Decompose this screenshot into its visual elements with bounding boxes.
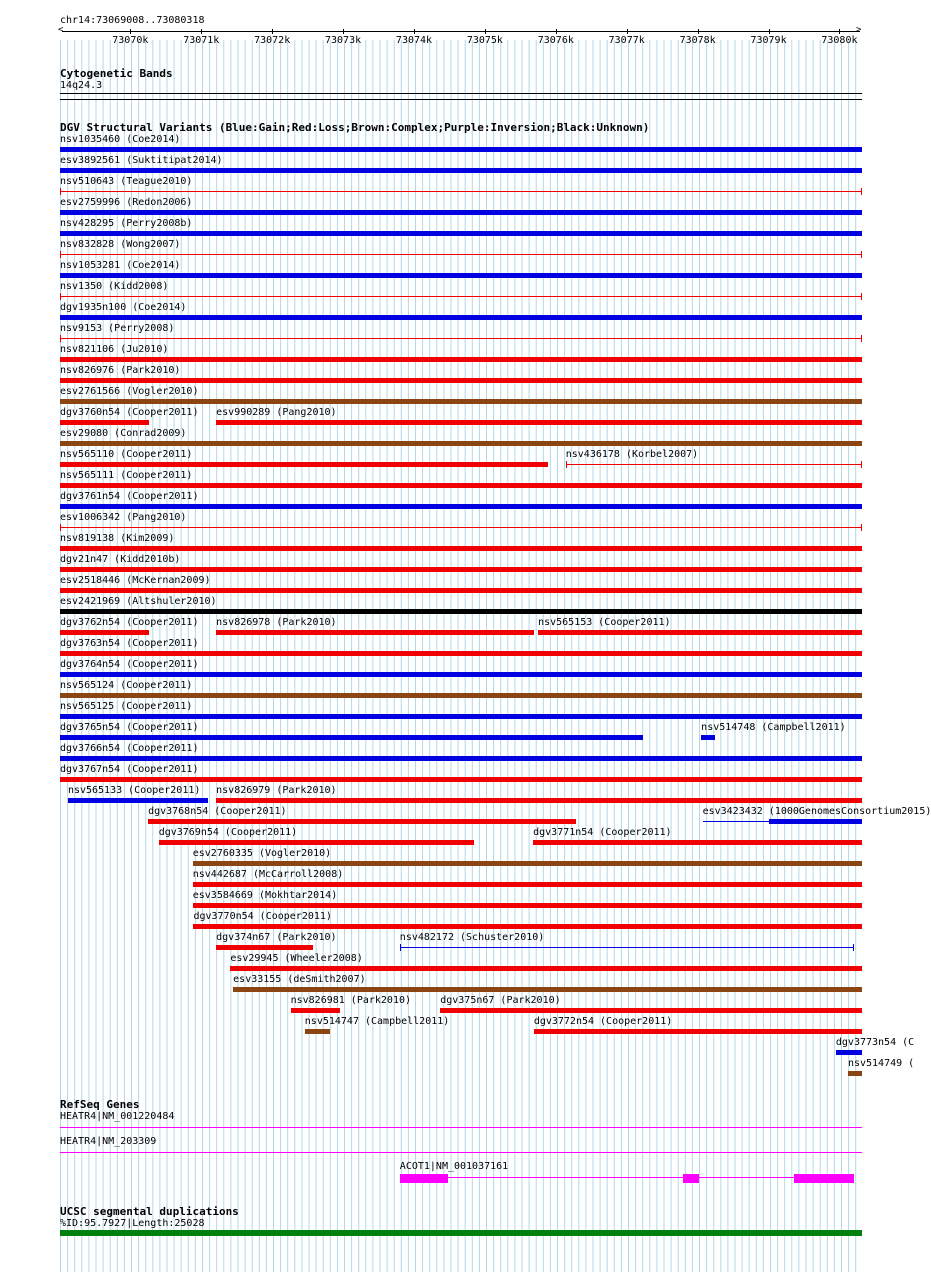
variant-label: dgv3766n54 (Cooper2011)	[60, 743, 199, 754]
variant-bar[interactable]	[836, 1050, 862, 1055]
variant-label: esv2518446 (McKernan2009)	[60, 575, 211, 586]
variant-label: nsv482172 (Schuster2010)	[399, 932, 545, 943]
ruler-tick-label: 73070k	[112, 35, 149, 46]
variant-bar[interactable]	[60, 588, 862, 593]
variant-bar[interactable]	[60, 504, 862, 509]
variant-end-mark	[861, 335, 862, 342]
ruler-tick	[414, 29, 415, 34]
variant-bar[interactable]	[193, 903, 862, 908]
variant-label: esv29945 (Wheeler2008)	[230, 953, 363, 964]
variant-label: nsv442687 (McCarroll2008)	[192, 869, 344, 880]
variant-bar[interactable]	[60, 399, 862, 404]
segdup-label: %ID:95.7927|Length:25028	[60, 1218, 205, 1229]
variant-label: dgv3763n54 (Cooper2011)	[60, 638, 199, 649]
variant-label: dgv375n67 (Park2010)	[440, 995, 561, 1006]
variant-label: esv2761566 (Vogler2010)	[60, 386, 199, 397]
variant-label: nsv428295 (Perry2008b)	[60, 218, 193, 229]
variant-bar[interactable]	[216, 798, 862, 803]
variant-bar[interactable]	[60, 672, 862, 677]
variant-bar[interactable]	[60, 546, 862, 551]
ruler-tick-label: 73073k	[325, 35, 362, 46]
variant-bar[interactable]	[60, 777, 862, 782]
gene-exon[interactable]	[794, 1174, 854, 1183]
variant-label: dgv1935n100 (Coe2014)	[60, 302, 187, 313]
variant-label: nsv9153 (Perry2008)	[60, 323, 175, 334]
variant-label: nsv565110 (Cooper2011)	[60, 449, 193, 460]
ruler-tick-label: 73077k	[608, 35, 645, 46]
variant-bar[interactable]	[233, 987, 862, 992]
ruler-tick	[485, 29, 486, 34]
variant-label: esv3423432 (1000GenomesConsortium2015)	[702, 806, 931, 817]
variant-label: dgv3762n54 (Cooper2011)	[60, 617, 199, 628]
variant-end-mark	[861, 461, 862, 468]
variant-end-mark	[861, 251, 862, 258]
variant-bar[interactable]	[60, 693, 862, 698]
cytoband-label: 14q24.3	[60, 80, 103, 91]
cytoband-track-title[interactable]: Cytogenetic Bands	[60, 67, 173, 80]
gene-label: HEATR4|NM_001220484	[60, 1111, 175, 1122]
variant-bar[interactable]	[60, 567, 862, 572]
gene-intron-line[interactable]	[60, 1152, 862, 1153]
variant-bar[interactable]	[538, 630, 862, 635]
variant-end-mark	[60, 524, 61, 531]
variant-bar[interactable]	[216, 630, 534, 635]
ruler-tick-label: 73071k	[183, 35, 220, 46]
variant-label: esv2759996 (Redon2006)	[60, 197, 193, 208]
segdup-track-title[interactable]: UCSC segmental duplications	[60, 1205, 239, 1218]
variant-bar[interactable]	[60, 254, 862, 255]
ruler-arrow-left: <	[58, 25, 64, 35]
ruler-axis	[62, 31, 860, 32]
ruler-tick-label: 73080k	[821, 35, 858, 46]
variant-end-mark	[853, 944, 854, 951]
variant-bar[interactable]	[60, 296, 862, 297]
variant-end-mark	[60, 293, 61, 300]
variant-bar[interactable]	[703, 821, 769, 822]
variant-bar[interactable]	[60, 441, 862, 446]
gene-exon[interactable]	[400, 1174, 448, 1183]
variant-bar[interactable]	[60, 231, 862, 236]
variant-bar[interactable]	[60, 735, 643, 740]
variant-bar[interactable]	[701, 735, 714, 740]
ruler-arrow-right: >	[856, 25, 862, 35]
variant-label: nsv514749 (	[847, 1058, 915, 1069]
variant-label: nsv565133 (Cooper2011)	[67, 785, 201, 796]
variant-bar[interactable]	[291, 1008, 341, 1013]
ruler-tick	[627, 29, 628, 34]
variant-end-mark	[400, 944, 401, 951]
variant-bar[interactable]	[60, 191, 862, 192]
variant-label: dgv3767n54 (Cooper2011)	[60, 764, 199, 775]
variant-label: nsv826976 (Park2010)	[60, 365, 181, 376]
variant-label: nsv1053281 (Coe2014)	[60, 260, 181, 271]
variant-label: dgv3771n54 (Cooper2011)	[533, 827, 672, 838]
ruler-tick	[130, 29, 131, 34]
variant-label: dgv3765n54 (Cooper2011)	[60, 722, 199, 733]
variant-label: nsv832828 (Wong2007)	[60, 239, 181, 250]
variant-label: nsv565153 (Cooper2011)	[538, 617, 671, 628]
variant-label: dgv3761n54 (Cooper2011)	[60, 491, 199, 502]
variant-bar[interactable]	[60, 210, 862, 215]
variant-bar[interactable]	[216, 945, 313, 950]
variant-bar[interactable]	[193, 924, 862, 929]
variant-end-mark	[60, 188, 61, 195]
variant-bar[interactable]	[305, 1029, 331, 1034]
variant-bar[interactable]	[533, 840, 862, 845]
variant-end-mark	[60, 335, 61, 342]
variant-bar[interactable]	[60, 714, 862, 719]
variant-label: esv33155 (deSmith2007)	[233, 974, 366, 985]
gene-exon[interactable]	[683, 1174, 699, 1183]
variant-label: esv3892561 (Suktitipat2014)	[60, 155, 223, 166]
variant-bar[interactable]	[60, 357, 862, 362]
variant-bar[interactable]	[60, 168, 862, 173]
variant-label: esv1006342 (Pang2010)	[60, 512, 187, 523]
variant-label: nsv514747 (Campbell2011)	[304, 1016, 450, 1027]
variant-label: nsv826978 (Park2010)	[216, 617, 337, 628]
variant-end-mark	[861, 293, 862, 300]
variant-label: dgv3773n54 (C	[835, 1037, 915, 1048]
ruler-tick	[698, 29, 699, 34]
variant-bar[interactable]	[60, 378, 862, 383]
variant-bar[interactable]	[440, 1008, 862, 1013]
ruler-tick	[556, 29, 557, 34]
variant-label: nsv565124 (Cooper2011)	[60, 680, 193, 691]
ruler-tick-label: 73074k	[395, 35, 433, 46]
ruler-tick-label: 73079k	[750, 35, 787, 46]
variant-label: esv3584669 (Mokhtar2014)	[192, 890, 338, 901]
ruler-tick-label: 73076k	[537, 35, 574, 46]
variant-label: nsv821106 (Ju2010)	[60, 344, 169, 355]
variant-label: dgv3770n54 (Cooper2011)	[193, 911, 332, 922]
variant-label: nsv510643 (Teague2010)	[60, 176, 193, 187]
variant-bar[interactable]	[193, 882, 862, 887]
variant-end-mark	[60, 251, 61, 258]
ruler-tick-label: 73078k	[679, 35, 716, 46]
gene-intron-line[interactable]	[60, 1127, 862, 1128]
variant-bar[interactable]	[68, 798, 208, 803]
variant-label: dgv3768n54 (Cooper2011)	[148, 806, 287, 817]
variant-bar[interactable]	[60, 756, 862, 761]
variant-end-mark	[861, 524, 862, 531]
variant-bar[interactable]	[769, 819, 862, 824]
variant-label: dgv3764n54 (Cooper2011)	[60, 659, 199, 670]
ruler-tick	[201, 29, 202, 34]
variant-bar[interactable]	[230, 966, 862, 971]
variant-label: esv29080 (Conrad2009)	[60, 428, 187, 439]
ruler-tick	[839, 29, 840, 34]
variant-label: dgv21n47 (Kidd2010b)	[60, 554, 181, 565]
variant-label: dgv3760n54 (Cooper2011)	[60, 407, 199, 418]
variant-bar[interactable]	[60, 483, 862, 488]
variant-bar[interactable]	[60, 651, 862, 656]
variant-bar[interactable]	[60, 527, 862, 528]
ruler-tick	[272, 29, 273, 34]
variant-bar[interactable]	[148, 819, 576, 824]
variant-label: nsv1035460 (Coe2014)	[60, 134, 181, 145]
variant-bar[interactable]	[534, 1029, 862, 1034]
variant-label: dgv3769n54 (Cooper2011)	[158, 827, 298, 838]
variant-bar[interactable]	[60, 462, 548, 467]
variant-label: dgv374n67 (Park2010)	[216, 932, 337, 943]
variant-label: nsv565125 (Cooper2011)	[60, 701, 193, 712]
variant-bar[interactable]	[159, 840, 475, 845]
variant-bar[interactable]	[60, 273, 862, 278]
variant-label: nsv565111 (Cooper2011)	[60, 470, 193, 481]
ruler-tick-label: 73072k	[254, 35, 291, 46]
variant-label: nsv514748 (Campbell2011)	[701, 722, 846, 733]
cytoband-bottom-line	[60, 99, 862, 100]
segdup-bar[interactable]	[60, 1230, 862, 1236]
dgv-track-title[interactable]: DGV Structural Variants (Blue:Gain;Red:Loss;Brown:Complex;Purple:Inversion;Black:Unknown)	[60, 121, 650, 134]
variant-bar[interactable]	[848, 1071, 862, 1076]
variant-label: nsv826981 (Park2010)	[290, 995, 412, 1006]
variant-bar[interactable]	[60, 630, 149, 635]
refseq-track-title[interactable]: RefSeq Genes	[60, 1098, 140, 1111]
ruler-tick	[769, 29, 770, 34]
variant-label: nsv819138 (Kim2009)	[60, 533, 175, 544]
variant-end-mark	[861, 188, 862, 195]
variant-label: esv2421969 (Altshuler2010)	[60, 596, 217, 607]
ruler-tick-label: 73075k	[466, 35, 503, 46]
cytoband-top-line	[60, 93, 862, 94]
variant-bar[interactable]	[60, 420, 149, 425]
variant-label: esv990289 (Pang2010)	[216, 407, 337, 418]
position-label: chr14:73069008..73080318	[60, 15, 205, 26]
variant-bar[interactable]	[400, 947, 854, 948]
variant-bar[interactable]	[60, 609, 862, 614]
ruler-tick	[343, 29, 344, 34]
variant-label: nsv1350 (Kidd2008)	[60, 281, 169, 292]
variant-label: esv2760335 (Vogler2010)	[192, 848, 332, 859]
variant-label: nsv436178 (Korbel2007)	[565, 449, 699, 460]
variant-bar[interactable]	[566, 464, 862, 465]
gene-label: ACOT1|NM_001037161	[399, 1161, 509, 1172]
variant-label: dgv3772n54 (Cooper2011)	[533, 1016, 673, 1027]
gene-intron-line[interactable]	[400, 1177, 854, 1178]
variant-bar[interactable]	[60, 315, 862, 320]
variant-bar[interactable]	[60, 147, 862, 152]
variant-bar[interactable]	[216, 420, 862, 425]
gene-label: HEATR4|NM_203309	[60, 1136, 157, 1147]
variant-bar[interactable]	[60, 338, 862, 339]
variant-end-mark	[566, 461, 567, 468]
variant-label: nsv826979 (Park2010)	[216, 785, 337, 796]
variant-bar[interactable]	[193, 861, 862, 866]
